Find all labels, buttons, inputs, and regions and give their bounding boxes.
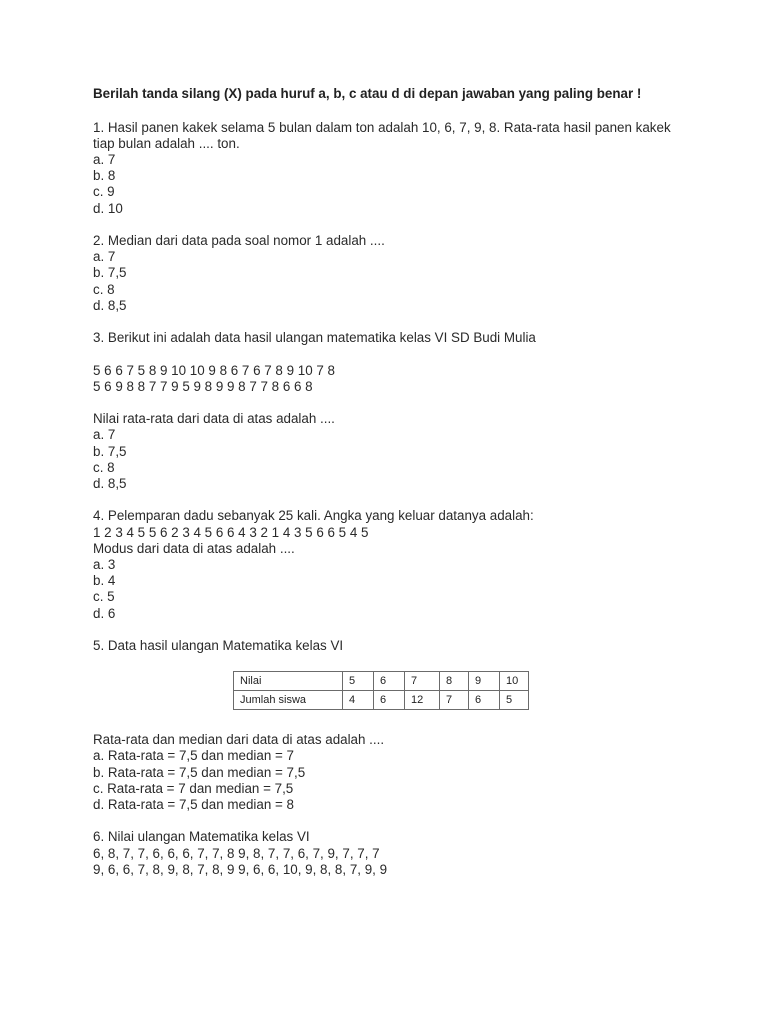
score-table (233, 671, 529, 710)
question-6-data-line-1: 6, 8, 7, 7, 6, 6, 6, 7, 7, 8 9, 8, 7, 7, 6, 7, 9, 7, 7, 7 (93, 845, 380, 861)
question-6-data-line-2: 9, 6, 6, 7, 8, 9, 8, 7, 8, 9 9, 6, 6, 10, 9, 8, 8, 7, 9, 9 (93, 861, 388, 877)
table-cell: 7 (440, 691, 469, 710)
table-cell: 9 (469, 672, 500, 691)
question-3-data-line-2: 5 6 9 8 8 7 7 9 5 9 8 9 9 8 7 7 8 6 6 8 (93, 378, 313, 394)
option-d: d. 10 (93, 200, 123, 216)
question-4-question: Modus dari data di atas adalah .... (93, 540, 295, 556)
instruction-text: Berilah tanda silang (X) pada huruf a, b, c atau d di depan jawaban yang paling benar ! (93, 86, 642, 101)
option-c: c. 5 (93, 589, 115, 605)
option-d: d. 6 (93, 605, 116, 621)
table-cell: 6 (374, 672, 405, 691)
question-5-text: 5. Data hasil ulangan Matematika kelas VI (93, 637, 344, 653)
question-4-text: 4. Pelemparan dadu sebanyak 25 kali. Angka yang keluar datanya adalah: (93, 508, 534, 524)
table-row (234, 672, 529, 691)
option-c: c. Rata-rata = 7 dan median = 7,5 (93, 780, 294, 796)
option-c: c. 8 (93, 281, 115, 297)
question-6-text: 6. Nilai ulangan Matematika kelas VI (93, 829, 310, 845)
table-cell: 5 (343, 672, 374, 691)
option-a: a. 7 (93, 427, 116, 443)
option-b: b. 4 (93, 573, 116, 589)
option-a: a. 7 (93, 151, 116, 167)
table-cell: 10 (500, 672, 529, 691)
option-d: d. 8,5 (93, 475, 127, 491)
question-2 (93, 233, 673, 314)
question-3 (93, 330, 673, 492)
question-5 (93, 638, 673, 813)
question-1-text: 1. Hasil panen kakek selama 5 bulan dalam ton adalah 10, 6, 7, 9, 8. Rata-rata hasil panen kakek tiap bulan adalah .... ton. (93, 119, 671, 151)
table-cell-label: Jumlah siswa (234, 691, 343, 710)
question-3-question: Nilai rata-rata dari data di atas adalah .... (93, 411, 335, 427)
table-cell: 5 (500, 691, 529, 710)
worksheet-page (93, 86, 673, 878)
table-cell: 6 (374, 691, 405, 710)
table-cell-label: Nilai (234, 672, 343, 691)
table-cell: 8 (440, 672, 469, 691)
option-b: b. 8 (93, 168, 116, 184)
option-b: b. Rata-rata = 7,5 dan median = 7,5 (93, 764, 306, 780)
option-c: c. 9 (93, 184, 115, 200)
option-b: b. 7,5 (93, 443, 127, 459)
question-5-options (93, 748, 673, 813)
question-3-options (93, 427, 673, 492)
option-d: d. 8,5 (93, 297, 127, 313)
question-3-data-line-1: 5 6 6 7 5 8 9 10 10 9 8 6 7 6 7 8 9 10 7 8 (93, 362, 335, 378)
question-5-question: Rata-rata dan median dari data di atas adalah .... (93, 732, 385, 748)
question-6 (93, 829, 673, 878)
option-a: a. Rata-rata = 7,5 dan median = 7 (93, 748, 294, 764)
question-1 (93, 120, 673, 217)
table-cell: 12 (405, 691, 440, 710)
question-4-options (93, 557, 673, 622)
table-cell: 7 (405, 672, 440, 691)
table-cell: 4 (343, 691, 374, 710)
question-3-text: 3. Berikut ini adalah data hasil ulangan matematika kelas VI SD Budi Mulia (93, 330, 536, 346)
option-a: a. 7 (93, 249, 116, 265)
question-2-text: 2. Median dari data pada soal nomor 1 adalah .... (93, 232, 385, 248)
question-4-data-line: 1 2 3 4 5 5 6 2 3 4 5 6 6 4 3 2 1 4 3 5 6 6 5 4 5 (93, 524, 369, 540)
question-1-options (93, 152, 673, 217)
table-row (234, 691, 529, 710)
option-b: b. 7,5 (93, 265, 127, 281)
question-2-options (93, 249, 673, 314)
option-d: d. Rata-rata = 7,5 dan median = 8 (93, 796, 294, 812)
option-c: c. 8 (93, 459, 115, 475)
table-cell: 6 (469, 691, 500, 710)
question-4 (93, 508, 673, 621)
option-a: a. 3 (93, 556, 116, 572)
